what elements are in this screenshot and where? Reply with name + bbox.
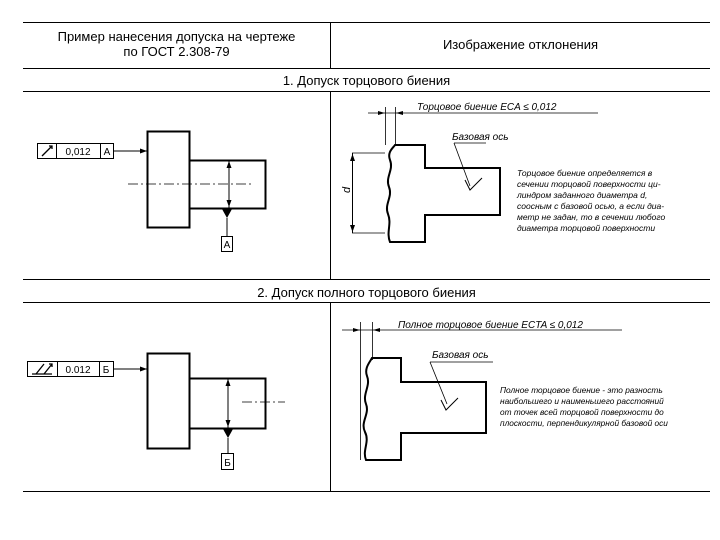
part-face-outline [364, 358, 486, 460]
note-line: соосным с базовой осью, а если диа- [517, 201, 665, 211]
axis-leader [454, 143, 470, 186]
deviation-label: Полное торцовое биение ECTA ≤ 0,012 [398, 320, 583, 331]
note-text [516, 168, 665, 233]
total-runout-symbol-icon [32, 364, 52, 374]
note-line: метр не задан, то в сечении любого [517, 212, 666, 222]
dimension-label-d: d [341, 186, 353, 193]
axis-label: Базовая ось [432, 350, 489, 361]
header-left-line2: по ГОСТ 2.308-79 [123, 44, 230, 59]
header-right-cell: Изображение отклонения [442, 37, 599, 52]
tolerance-frame-value: 0.012 [65, 365, 91, 376]
note-line: Полное торцовое биение - это разность [500, 385, 663, 395]
tolerance-frame-datum: Б [102, 365, 110, 376]
section2-deviation-picture [331, 302, 710, 491]
part-face-outline [387, 145, 500, 242]
axis-label: Базовая ось [452, 132, 509, 143]
section2-title: 2. Допуск полного торцового биения [257, 285, 476, 300]
note-line: наибольшего и наименьшего расстояний [500, 396, 664, 406]
section2-drawing-example [23, 302, 330, 491]
note-line: линдром заданного диаметра d, [517, 190, 648, 200]
note-line: диаметра торцовой поверхности [517, 223, 656, 233]
note-line: сечении торцовой поверхности ци- [517, 179, 661, 189]
tolerance-frame-datum: A [103, 147, 111, 158]
tolerance-frame-value: 0,012 [65, 147, 91, 158]
runout-symbol-icon [42, 146, 52, 156]
note-line: от точек всей торцовой поверхности до [500, 407, 664, 417]
section1-deviation-picture [331, 91, 710, 279]
part-flange [148, 354, 190, 449]
header-left-line1: Пример нанесения допуска на чертеже [57, 29, 296, 44]
note-line: Торцовое биение определяется в [517, 168, 653, 178]
datum-triangle [222, 209, 232, 218]
datum-letter: A [223, 240, 231, 251]
header-left-cell [23, 29, 330, 59]
section1-drawing-example [23, 91, 330, 279]
note-text [500, 385, 668, 428]
deviation-label: Торцовое биение ECA ≤ 0,012 [417, 102, 557, 113]
section1-title: 1. Допуск торцового биения [282, 73, 451, 88]
note-line: плоскости, перпендикулярной базовой оси [500, 418, 668, 428]
part-flange [148, 132, 190, 228]
datum-letter: Б [224, 458, 231, 469]
datum-triangle [223, 429, 233, 438]
